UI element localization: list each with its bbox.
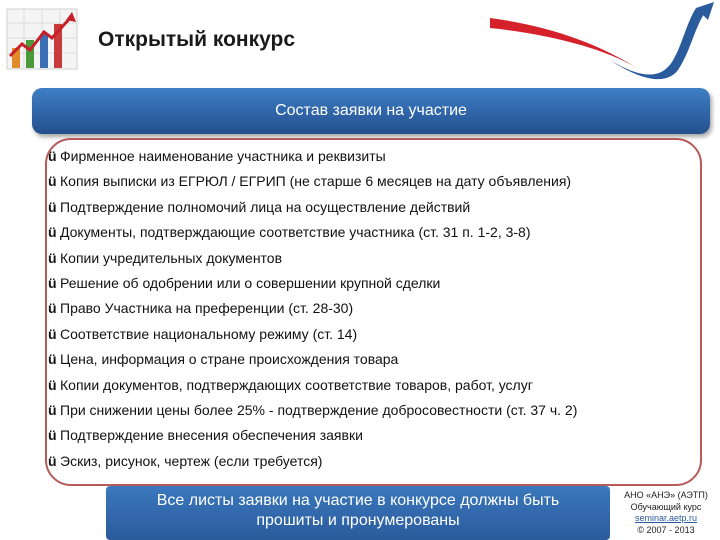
requirement-text: Решение об одобрении или о совершении крупной сделки [60,274,441,291]
requirement-item [48,199,708,224]
slide-header [0,0,720,82]
page-title: Открытый конкурс [98,28,296,51]
requirement-text: Соответствие национальному режиму (ст. 14) [60,325,358,342]
requirement-item [48,453,708,478]
checkmark-icon: ü [48,427,57,444]
requirements-list [48,148,708,478]
requirement-text: Цена, информация о стране происхождения товара [60,351,399,368]
brand-swoosh-logo-icon [490,0,720,82]
checkmark-icon: ü [48,198,57,215]
footer-course: Обучающий курс [630,501,702,512]
checkmark-icon: ü [48,351,57,368]
requirement-item [48,377,708,402]
note-line-2: прошиты и пронумерованы [256,512,460,529]
checkmark-icon: ü [48,274,57,291]
requirement-item [48,427,708,452]
requirement-text: Эскиз, рисунок, чертеж (если требуется) [60,452,323,469]
checkmark-icon: ü [48,401,57,418]
checkmark-icon: ü [48,452,57,469]
checkmark-icon: ü [48,224,57,241]
requirement-text: Копии учредительных документов [60,249,283,266]
checkmark-icon: ü [48,148,57,164]
requirement-item [48,148,708,173]
requirement-item [48,351,708,376]
requirement-item [48,224,708,249]
checkmark-icon: ü [48,173,57,190]
requirement-text: Подтверждение внесения обеспечения заявки [60,427,363,444]
requirement-text: Копии документов, подтверждающих соответствие товаров, работ, услуг [60,376,533,393]
requirement-text: При снижении цены более 25% - подтверждение добросовестности (ст. 37 ч. 2) [60,401,578,418]
note-line-1: Все листы заявки на участие в конкурсе должны быть [156,492,560,509]
bottom-note [106,486,610,540]
section-banner: Состав заявки на участие [32,88,710,134]
requirement-text: Документы, подтверждающие соответствие участника (ст. 31 п. 1-2, 3-8) [60,224,531,241]
requirement-item [48,326,708,351]
requirement-item [48,275,708,300]
footer-copyright: © 2007 - 2013 [637,524,695,535]
requirement-item [48,402,708,427]
footer-link[interactable]: seminar.aetp.ru [634,513,698,523]
growth-chart-logo-icon [6,8,78,70]
checkmark-icon: ü [48,249,57,266]
requirement-item [48,300,708,325]
footer-org: АНО «АНЭ» (АЭТП) [624,490,708,500]
requirement-text: Фирменное наименование участника и реквизиты [60,148,386,164]
checkmark-icon: ü [48,376,57,393]
requirement-item [48,250,708,275]
requirement-text: Копия выписки из ЕГРЮЛ / ЕГРИП (не старше 6 месяцев на дату объявления) [60,173,572,190]
requirement-text: Право Участника на преференции (ст. 28-30) [60,300,354,317]
requirement-text: Подтверждение полномочий лица на осуществление действий [60,198,471,215]
footer-credits [614,490,718,536]
requirement-item [48,173,708,198]
checkmark-icon: ü [48,300,57,317]
checkmark-icon: ü [48,325,57,342]
